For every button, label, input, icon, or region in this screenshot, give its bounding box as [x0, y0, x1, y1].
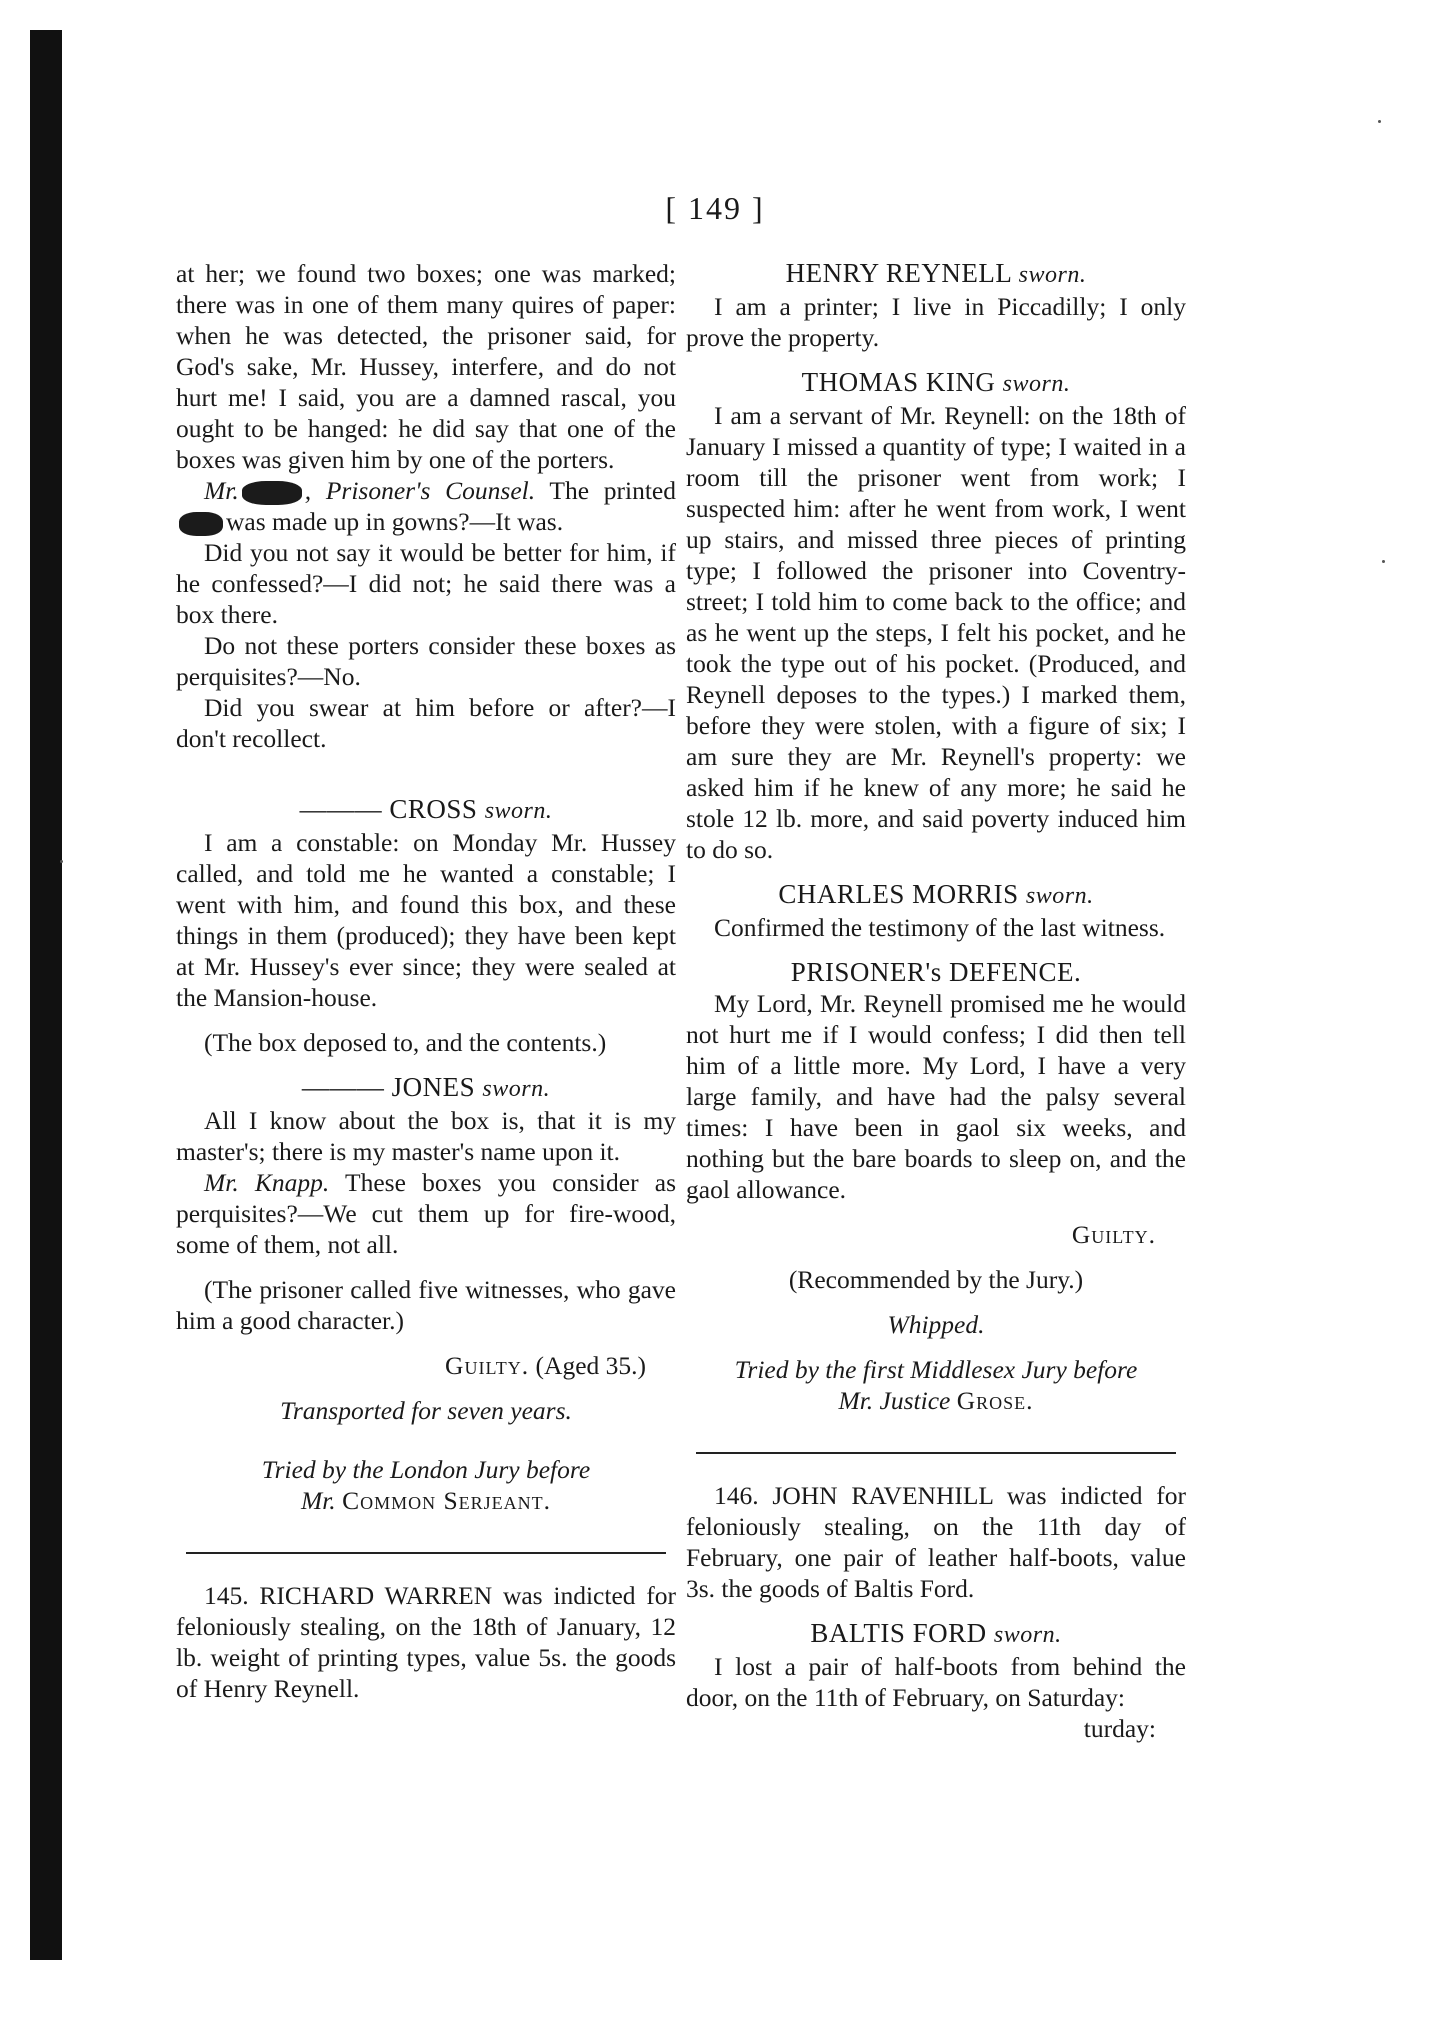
- page-number: [ 149 ]: [665, 190, 765, 226]
- ink-blot: [242, 481, 302, 505]
- paragraph: Confirmed the testimony of the last witness.: [714, 913, 1166, 942]
- section-rule: [186, 1552, 666, 1554]
- paragraph: Did you not say it would be better for him, if he confessed?—I did not; he said there was a box there.: [176, 538, 676, 629]
- catchword: turday:: [1083, 1714, 1156, 1743]
- defence-heading: PRISONER's DEFENCE.: [790, 957, 1082, 987]
- paragraph: My Lord, Mr. Reynell promised me he would not hurt me if I would confess; I did then tell him of a little more. My Lord, I have a very large family, and have had the palsy several times: I have been in gaol six weeks, and nothing but the bare boards to sleep on, and the gaol allowance.: [686, 989, 1186, 1204]
- paragraph: I am a servant of Mr. Reynell: on the 18th of January I missed a quantity of type; I waited in a room till the prisoner went from work; I suspected him: after he went from work, I went up stairs, and missed three pieces of printing type; I followed the prisoner into Coventry-street; I told him to come back to the office; and as he went up the steps, I felt his pocket, and he took the type out of his pocket. (Produced, and Reynell deposes to the types.) I marked them, before they were stolen, with a figure of six; I am sure they are Mr. Reynell's property: we asked him if he knew of any more; he said he stole 12 lb. more, and said poverty induced him to do so.: [686, 401, 1186, 864]
- paragraph: (The box deposed to, and the contents.): [204, 1028, 607, 1057]
- paragraph: Do not these porters consider these boxes as perquisites?—No.: [176, 631, 676, 691]
- tried-line: Tried by the first Middlesex Jury before: [734, 1355, 1138, 1384]
- counsel-question: Mr. , Prisoner's Counsel. The printedwas made up in gowns?—It was.: [176, 475, 676, 537]
- witness-heading: ——— JONES sworn.: [301, 1072, 551, 1102]
- binding-margin: [30, 30, 62, 1960]
- paragraph: Did you swear at him before or after?—I don't recollect.: [176, 693, 676, 753]
- tried-line: Tried by the London Jury before: [261, 1455, 591, 1484]
- witness-heading: HENRY REYNELL sworn.: [785, 258, 1087, 288]
- left-column: [176, 258, 676, 1704]
- witness-heading: BALTIS FORD sworn.: [810, 1618, 1062, 1648]
- scan-speck: [1382, 560, 1385, 563]
- ink-blot: [179, 512, 223, 536]
- case-entry: 146. JOHN RAVENHILL was indicted for feloniously stealing, on the 11th day of February, one pair of leather half-boots, value 3s. the goods of Baltis Ford.: [686, 1481, 1187, 1603]
- recommendation: (Recommended by the Jury.): [788, 1265, 1084, 1294]
- section-rule: [696, 1452, 1176, 1454]
- verdict: Guilty.: [1071, 1220, 1156, 1249]
- paragraph: at her; we found two boxes; one was marked; there was in one of them many quires of paper: when he was detected, the prisoner said, for God's sake, Mr. Hussey, interfere, and do not hurt me! I said, you are a damned rascal, you ought to be hanged: he did say that one of the boxes was given him by one of the porters.: [176, 259, 676, 474]
- tried-judge: Mr. Common Serjeant.: [300, 1486, 552, 1515]
- paragraph: Mr. Knapp. These boxes you consider as perquisites?—We cut them up for fire-wood, some of them, not all.: [176, 1168, 676, 1259]
- witness-heading: THOMAS KING sworn.: [801, 367, 1071, 397]
- scan-speck: [60, 860, 63, 863]
- witness-heading: CHARLES MORRIS sworn.: [778, 879, 1094, 909]
- case-entry: 145. RICHARD WARREN was indicted for feloniously stealing, on the 18th of January, 12 lb. weight of printing types, value 5s. the goods of Henry Reynell.: [176, 1581, 677, 1703]
- sentence: Transported for seven years.: [280, 1396, 572, 1425]
- paragraph: I am a constable: on Monday Mr. Hussey called, and told me he wanted a constable; I went with him, and found this box, and these things in them (produced); they have been kept at Mr. Hussey's ever since; they were sealed at the Mansion-house.: [176, 828, 676, 1012]
- paragraph: All I know about the box is, that it is my master's; there is my master's name upon it.: [176, 1106, 676, 1166]
- sentence: Whipped.: [887, 1310, 985, 1339]
- paragraph: I lost a pair of half-boots from behind the door, on the 11th of February, on Saturday:: [686, 1652, 1186, 1712]
- paragraph: I am a printer; I live in Piccadilly; I only prove the property.: [686, 292, 1186, 352]
- paragraph: (The prisoner called five witnesses, who gave him a good character.): [176, 1275, 676, 1335]
- verdict: Guilty. (Aged 35.): [445, 1351, 646, 1380]
- right-column: [686, 258, 1186, 1744]
- tried-judge: Mr. Justice Grose.: [838, 1386, 1034, 1415]
- witness-heading: ——— CROSS sworn.: [299, 794, 553, 824]
- scan-speck: [1378, 120, 1381, 123]
